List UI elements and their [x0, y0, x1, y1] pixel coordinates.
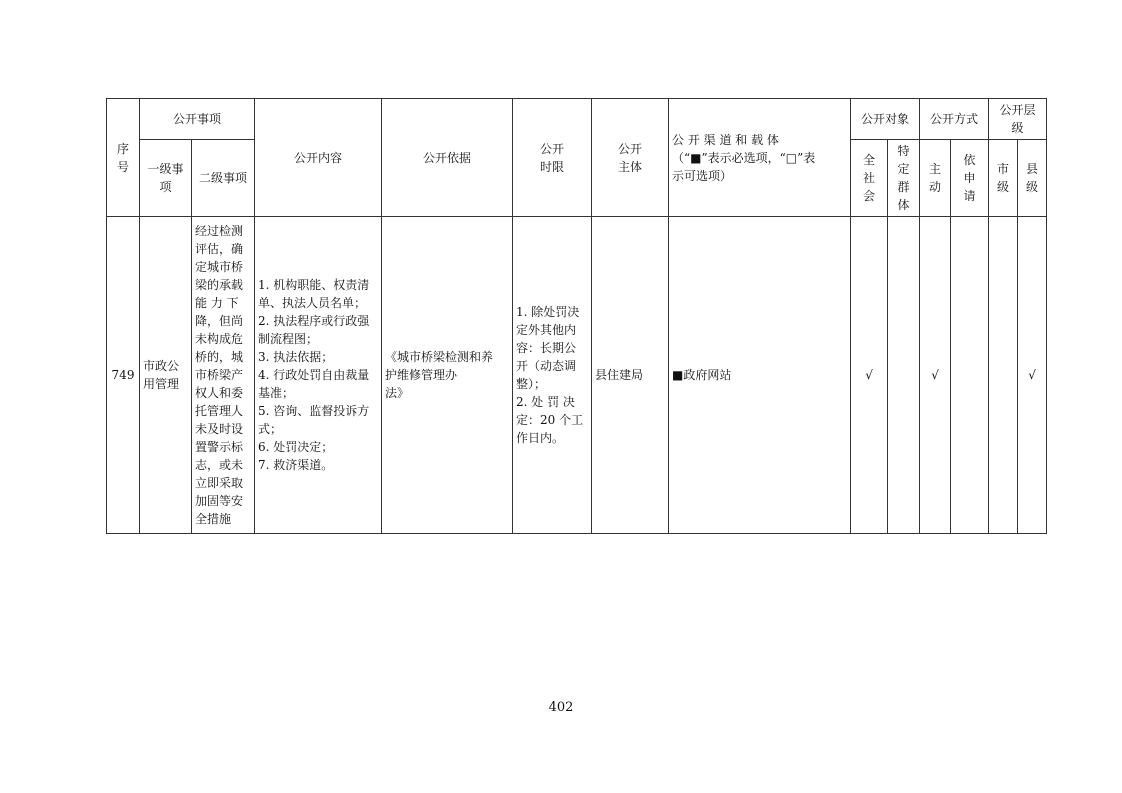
- row-time-limit: 1. 除处罚决 定外其他内 容：长期公 开（动态调 整）； 2. 处 罚 决 定：20 个工 作日内。: [513, 217, 592, 534]
- content-item: 7. 救济渠道。: [258, 458, 334, 472]
- header-method-active: 主 动: [920, 140, 951, 217]
- header-level-county: 县 级: [1018, 140, 1047, 217]
- row-content: [255, 217, 382, 534]
- header-channel: 公 开 渠 道 和 载 体 （“■”表示必选项，“□”表 示可选项）: [669, 99, 851, 217]
- header-object-specific: 特 定 群 体: [888, 140, 920, 217]
- content-item: 4. 行政处罚自由裁量 基准；: [258, 368, 370, 400]
- row-level1: 市政公 用管理: [140, 217, 192, 534]
- row-subject: 县住建局: [592, 217, 669, 534]
- header-object: 公开对象: [851, 99, 920, 140]
- header-method-apply: 依 申 请: [951, 140, 989, 217]
- header-content: 公开内容: [255, 99, 382, 217]
- header-index: 序 号: [107, 99, 140, 217]
- row-level-city: [989, 217, 1018, 534]
- header-object-all: 全 社 会: [851, 140, 888, 217]
- row-index: 749: [107, 217, 140, 534]
- table-row: [107, 217, 1047, 534]
- header-level: 公开层 级: [989, 99, 1047, 140]
- content-item: 2. 执法程序或行政强 制流程图；: [258, 314, 370, 346]
- content-item: 6. 处罚决定；: [258, 440, 334, 454]
- header-basis: 公开依据: [382, 99, 513, 217]
- content-list: [258, 276, 378, 474]
- content-item: 1. 机构职能、权责清 单、执法人员名单；: [258, 278, 370, 310]
- header-subject: 公开 主体: [592, 99, 669, 217]
- row-method-active: √: [920, 217, 951, 534]
- header-level2: 二级事项: [192, 140, 255, 217]
- row-basis: 《城市桥梁检测和养 护维修管理办 法》: [382, 217, 513, 534]
- content-item: 3. 执法依据；: [258, 350, 334, 364]
- row-level-county: √: [1018, 217, 1047, 534]
- header-public-item: 公开事项: [140, 99, 255, 140]
- header-time-limit: 公开 时限: [513, 99, 592, 217]
- row-object-specific: [888, 217, 920, 534]
- row-method-apply: [951, 217, 989, 534]
- disclosure-table: [106, 98, 1047, 534]
- row-object-all: √: [851, 217, 888, 534]
- row-level2: 经过检测 评估，确 定城市桥 梁的承载 能 力 下 降，但尚 未构成危 桥的，城 市桥梁产 权人和委 托管理人 未及时设 置警示标 志，或未 立即采取 加固等安 全措施: [192, 217, 255, 534]
- row-channel: ■政府网站: [669, 217, 851, 534]
- page-number: 402: [548, 700, 574, 715]
- content-item: 5. 咨询、监督投诉方 式；: [258, 404, 370, 436]
- header-method: 公开方式: [920, 99, 989, 140]
- header-level-city: 市 级: [989, 140, 1018, 217]
- header-level1: 一级事 项: [140, 140, 192, 217]
